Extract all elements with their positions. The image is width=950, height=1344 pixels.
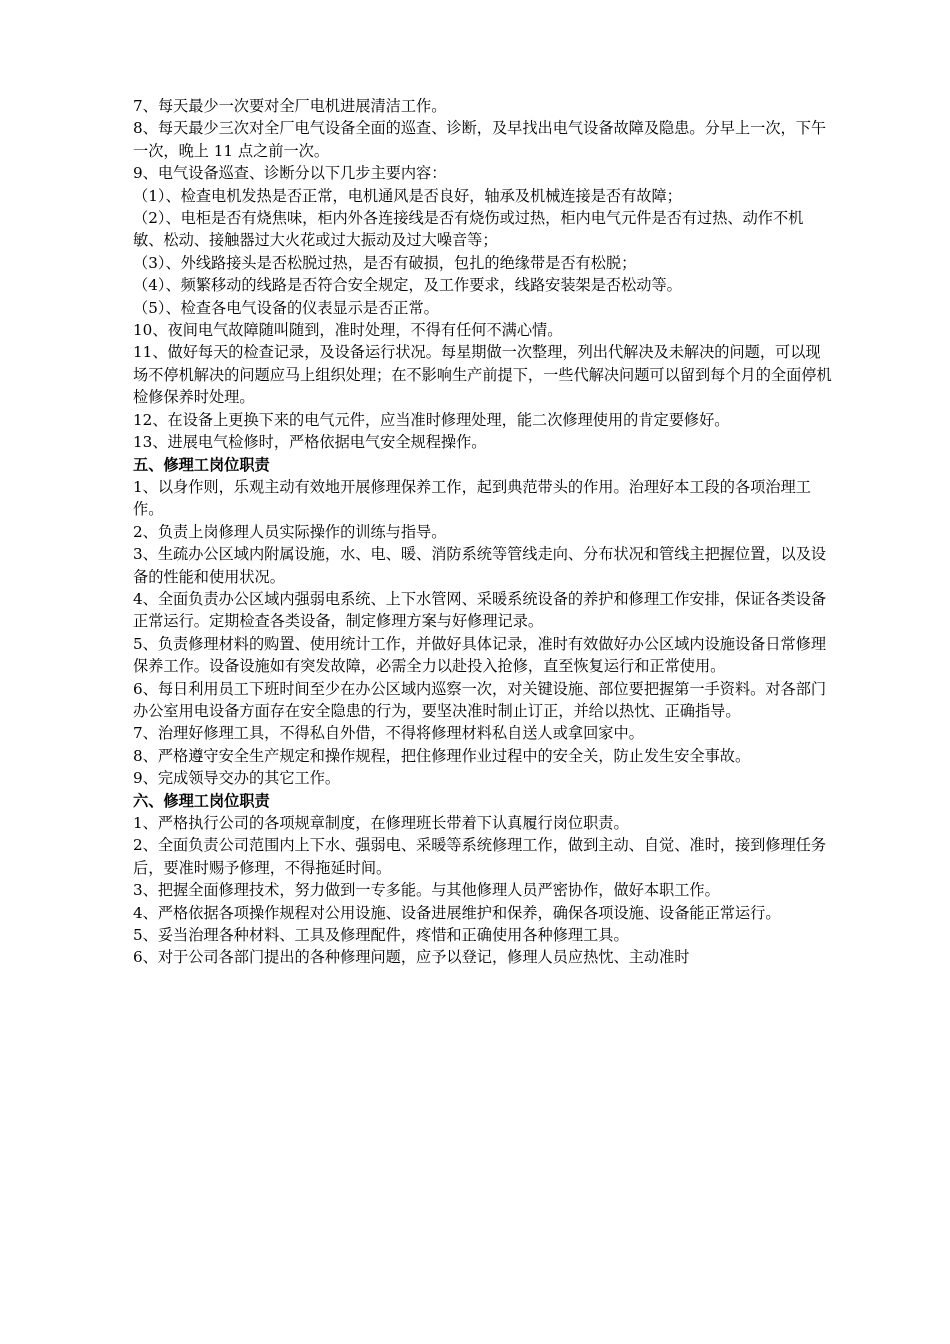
section-5 (133, 454, 833, 790)
paragraph-item-9: 9、电气设备巡查、诊断分以下几步主要内容： (133, 164, 447, 183)
paragraph-item-7: 7、每天最少一次要对全厂电机进展清洁工作。 (133, 97, 447, 115)
section-6-item-1: 1、严格执行公司的各项规章制度，在修理班长带着下认真履行岗位职责。 (133, 814, 629, 832)
section-4-continuation (133, 95, 833, 454)
section-5-item-5: 5、负责修理材料的购置、使用统计工作，并做好具体记录，准时有效做好办公区域内设施设备日常修理保养工作。设备设施如有突发故障，必需全力以赴投入抢修，直至恢复运行和正常使用。 (133, 634, 827, 676)
paragraph-item-8: 8、每天最少三次对全厂电气设备全面的巡查、诊断，及早找出电气设备故障及隐患。分早上一次，下午一次，晚上 11 点之前一次。 (133, 119, 827, 160)
section-6-item-4: 4、严格依据各项操作规程对公用设施、设备进展维护和保养，确保各项设施、设备能正常运行。 (133, 903, 781, 922)
section-5-item-4: 4、全面负责办公区域内强弱电系统、上下水管网、采暖系统设备的养护和修理工作安排，保证各类设备正常运行。定期检查各类设备，制定修理方案与好修理记录。 (133, 589, 827, 631)
section-5-item-3: 3、生疏办公区域内附属设施，水、电、暖、消防系统等管线走向、分布状况和管线主把握位置，以及设备的性能和使用状况。 (133, 545, 827, 586)
section-5-item-2: 2、负责上岗修理人员实际操作的训练与指导。 (133, 522, 447, 541)
section-6-item-5: 5、妥当治理各种材料、工具及修理配件，疼惜和正确使用各种修理工具。 (133, 926, 629, 945)
paragraph-item-12: 12、在设备上更换下来的电气元件，应当准时修理处理，能二次修理使用的肯定要修好。 (133, 410, 730, 429)
sub-item-2: （2）、电柜是否有烧焦味，柜内外各连接线是否有烧伤或过热，柜内电气元件是否有过热、动作不机敏、松动、接触器过大火花或过大振动及过大噪音等； (133, 209, 804, 250)
paragraph-item-10: 10、夜间电气故障随叫随到，准时处理，不得有任何不满心情。 (133, 321, 563, 340)
section-6-item-2: 2、全面负责公司范围内上下水、强弱电、采暖等系统修理工作，做到主动、自觉、准时，接到修理任务后，要准时赐予修理，不得拖延时间。 (133, 836, 827, 877)
section-5-item-1: 1、以身作则，乐观主动有效地开展修理保养工作，起到典范带头的作用。治理好本工段的各项治理工作。 (133, 477, 811, 519)
section-6-item-6: 6、对于公司各部门提出的各种修理问题，应予以登记，修理人员应热忱、主动准时 (133, 948, 690, 967)
sub-item-4: （4）、频繁移动的线路是否符合安全规定，及工作要求，线路安装架是否松动等。 (133, 276, 682, 295)
section-5-item-6: 6、每日利用员工下班时间至少在办公区域内巡察一次，对关键设施、部位要把握第一手资料。对各部门办公室用电设备方面存在安全隐患的行为，要坚决准时制止订正，并给以热忱、正确指导。 (133, 679, 827, 720)
section-6-heading: 六、修理工岗位职责 (133, 791, 270, 810)
paragraph-item-13: 13、进展电气检修时，严格依据电气安全规程操作。 (133, 433, 487, 452)
sub-item-1: （1）、检查电机发热是否正常，电机通风是否良好，轴承及机械连接是否有故障； (133, 186, 682, 205)
section-6 (133, 790, 833, 969)
sub-item-5: （5）、检查各电气设备的仪表显示是否正常。 (133, 298, 439, 317)
sub-item-3: （3）、外线路接头是否松脱过热，是否有破损，包扎的绝缘带是否有松脱； (133, 253, 637, 272)
section-5-item-8: 8、严格遵守安全生产规定和操作规程，把住修理作业过程中的安全关，防止发生安全事故。 (133, 746, 751, 765)
section-5-item-9: 9、完成领导交办的其它工作。 (133, 769, 341, 788)
paragraph-item-11: 11、做好每天的检查记录，及设备运行状况。每星期做一次整理，列出代解决及未解决的问题，可以现场不停机解决的问题应马上组织处理；在不影响生产前提下，一些代解决问题可以留到每个月的全面停机检修保养时处理。 (133, 343, 832, 407)
section-6-item-3: 3、把握全面修理技术，努力做到一专多能。与其他修理人员严密协作，做好本职工作。 (133, 881, 720, 900)
section-5-heading: 五、修理工岗位职责 (133, 455, 270, 474)
section-5-item-7: 7、治理好修理工具，不得私自外借，不得将修理材料私自送人或拿回家中。 (133, 724, 644, 743)
document-body (133, 95, 833, 969)
